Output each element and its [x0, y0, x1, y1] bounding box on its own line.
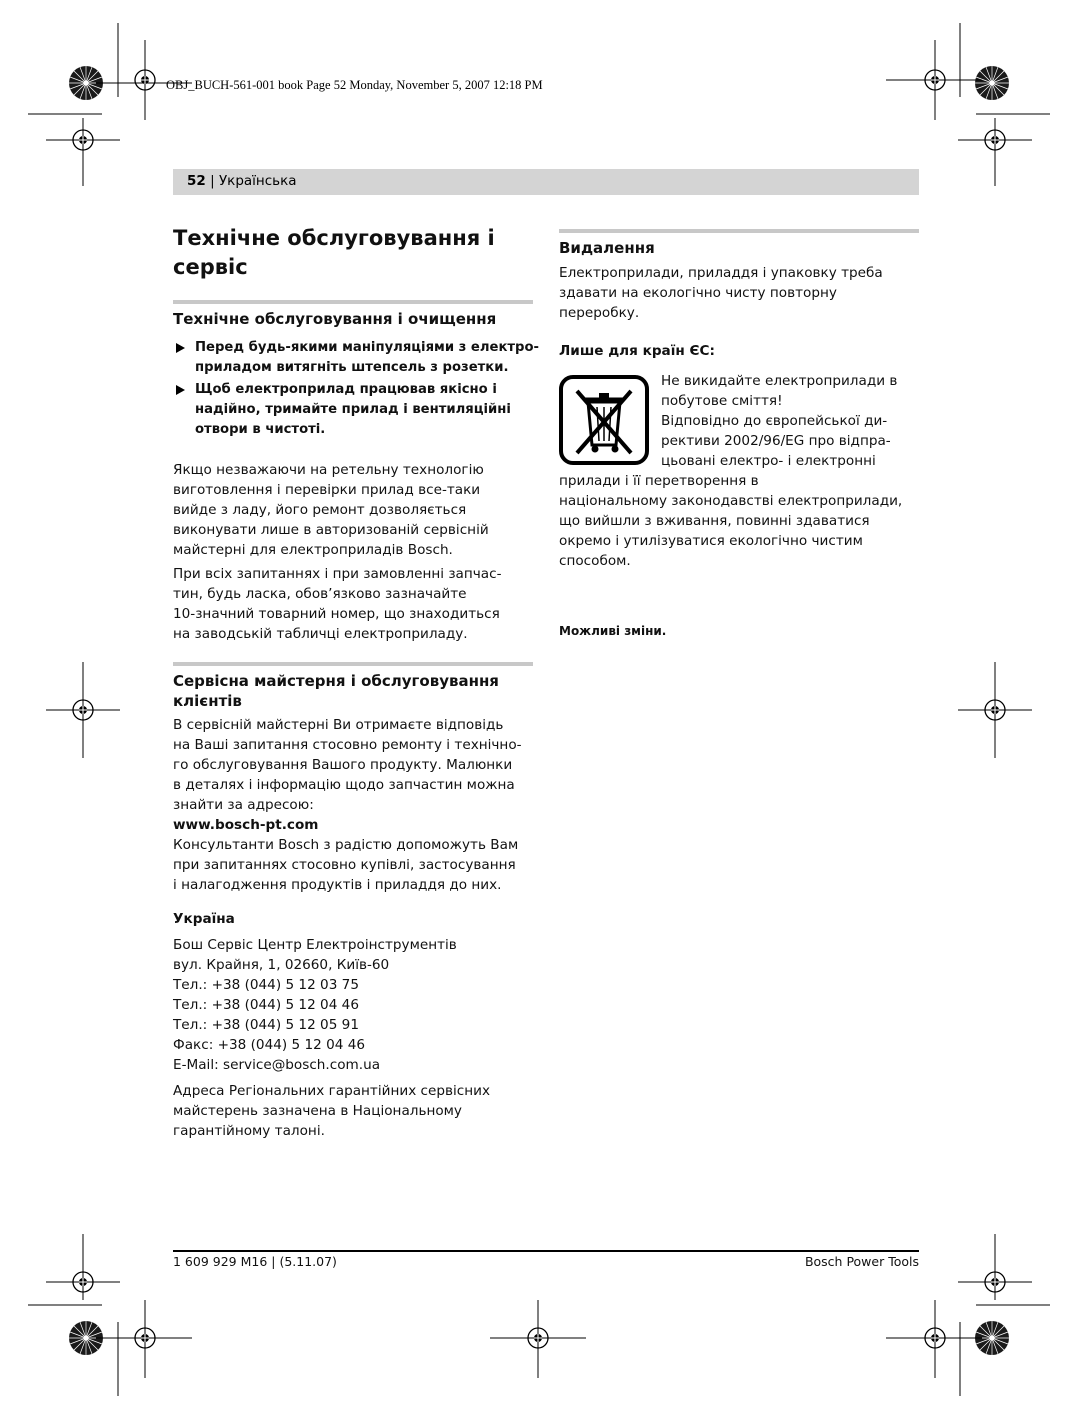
paragraph-spare-parts: При всіх запитаннях і при замовленні запчас- тин, будь ласка, обов’язково зазначайте 10-значний товарний номер, що знаходиться на заводській табличці електроприладу. — [173, 566, 502, 642]
eu-heading: Лише для країн ЄС: — [559, 343, 715, 359]
section-rule — [559, 229, 919, 233]
header-language: Українська — [218, 173, 297, 189]
section-heading-service: Сервісна майстерня і обслуговування клієнтів — [173, 672, 499, 710]
section-heading-maintenance: Технічне обслуговування і очищення — [173, 310, 497, 328]
section-rule — [173, 662, 533, 666]
list-item: Щоб електроприлад працював якісно і надійно, тримайте прилад і вентиляційні отвори в чистоті. — [173, 380, 533, 440]
paragraph-defect: Якщо незважаючи на ретельну технологію виготовлення і перевірки прилад все-таки вийде з ладу, його ремонт дозволяється виконувати лише в авторизованій сервісній майстерні для електроприладів Bosch. — [173, 462, 489, 558]
color-wheel-icon — [975, 66, 1009, 100]
header-separator: | — [205, 173, 219, 189]
paragraph-service: В сервісній майстерні Ви отримаєте відповідь на Ваші запитання стосовно ремонту і технічно- го обслуговування Вашого продукту. Малюнки в деталях і інформацію щодо запчастин можна знайти за адресою: — [173, 717, 522, 813]
bullet-triangle-icon — [176, 385, 185, 395]
paragraph-consultants: Консультанти Bosch з радістю допоможуть Вам при запитаннях стосовно купівлі, застосування і налагодження продуктів і приладдя до них. — [173, 837, 519, 893]
section-rule — [173, 300, 533, 304]
right-column — [559, 229, 919, 641]
print-header: OBJ_BUCH-561-001 book Page 52 Monday, November 5, 2007 12:18 PM — [166, 78, 543, 92]
changes-note: Можливі зміни. — [559, 624, 667, 638]
footer-doc-number: 1 609 929 M16 | (5.11.07) — [173, 1254, 337, 1269]
running-header — [173, 169, 919, 195]
left-column — [173, 224, 540, 1141]
section-heading-disposal: Видалення — [559, 239, 655, 257]
footer-rule — [173, 1250, 919, 1252]
address-block: Бош Сервіс Центр Електроінструментів вул. Крайня, 1, 02660, Київ-60 Тел.: +38 (044) 5 12 03 75 Тел.: +38 (044) 5 12 04 46 Тел.: +38 (044) 5 12 05 91 Факс: +38 (044) 5 12 04 46 E-Mail: service@bosch.com.ua — [173, 937, 457, 1073]
paragraph-regional: Адреса Регіональних гарантійних сервісних майстерень зазначена в Національному гарантійному талоні. — [173, 1083, 491, 1139]
email-link[interactable]: E-Mail: service@bosch.com.ua — [173, 1057, 381, 1073]
list-item: Перед будь-якими маніпуляціями з електро- приладом витягніть штепсель з розетки. — [173, 338, 533, 378]
website-link[interactable]: www.bosch-pt.com — [173, 817, 319, 833]
country-heading: Україна — [173, 911, 235, 927]
bullet-triangle-icon — [176, 343, 185, 353]
paragraph-disposal: Електроприлади, приладдя і упаковку треба здавати на екологічно чисту повторну переробку. — [559, 265, 883, 321]
footer-brand: Bosch Power Tools — [804, 1254, 919, 1269]
eu-disposal-block: Не викидайте електроприлади в побутове сміття! Відповідно до європейської ди- рективи 2002/96/EG про відпра- цьовані електро- і електронні прилади і її перетворення в національному законодавстві електроприлади, що вийшли з вживання, повинні здаватися окремо і утилізуватися екологічно чистим способом. — [559, 373, 903, 569]
page-title: Технічне обслуговування і сервіс — [173, 226, 495, 279]
weee-crossed-bin-icon — [559, 375, 649, 465]
page-number: 52 — [187, 173, 206, 189]
